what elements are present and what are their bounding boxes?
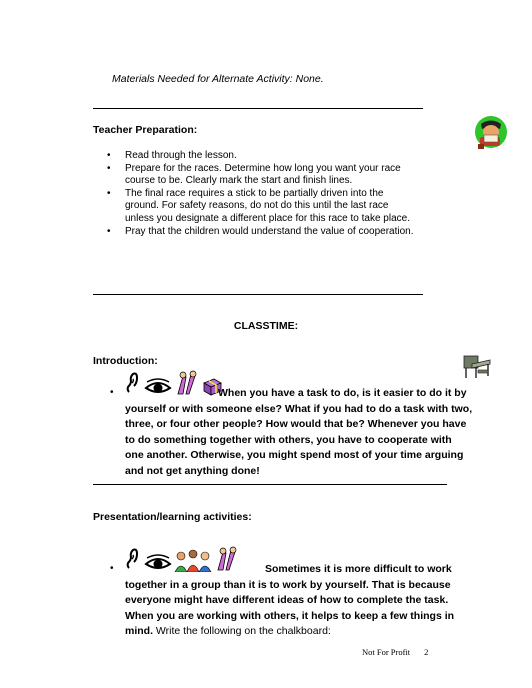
presentation-heading: Presentation/learning activities: (93, 511, 252, 523)
list-item: • Pray that the children would understand the value of cooperation. (125, 226, 415, 239)
footer (362, 647, 428, 657)
divider (93, 108, 423, 109)
footer-label: Not For Profit (362, 647, 411, 657)
presentation-text: Sometimes it is more difficult to work together in a group than it is to work by yourself. That is because everyone might have different ideas of how to complete the task. When you are working with others, it helps to keep a few things in mind. Write the following on the chalkboard: (125, 563, 455, 638)
list-item: • Prepare for the races. Determine how long you want your race course to be. Clearly mark the start and finish lines. (125, 163, 415, 188)
bullet: • (110, 387, 114, 398)
child-reading-icon (474, 114, 508, 150)
teacher-prep-list (125, 150, 415, 238)
page-number: 2 (424, 647, 429, 657)
introduction-text: When you have a task to do, is it easier to do it by yourself or with someone else? What if you had to do a task with two, three, or four other people? How would that be? Whenever you have to do something together with others, you have to cooperate with one another. Otherwise, you might spend most of your time arguing and not get anything done! (125, 387, 473, 477)
introduction-heading: Introduction: (93, 355, 158, 367)
materials-line: Materials Needed for Alternate Activity: None. (112, 73, 324, 85)
list-item: • The final race requires a stick to be partially driven into the ground. For safety reasons, do not do this until the last race unless you designate a different place for this race to take place. (125, 188, 415, 226)
bullet: • (110, 563, 114, 574)
list-item: • Read through the lesson. (125, 150, 415, 163)
classtime-heading: CLASSTIME: (233, 320, 299, 332)
teacher-prep-heading: Teacher Preparation: (93, 124, 198, 136)
divider (93, 484, 447, 485)
school-desk-icon (462, 352, 492, 380)
divider (93, 294, 423, 295)
